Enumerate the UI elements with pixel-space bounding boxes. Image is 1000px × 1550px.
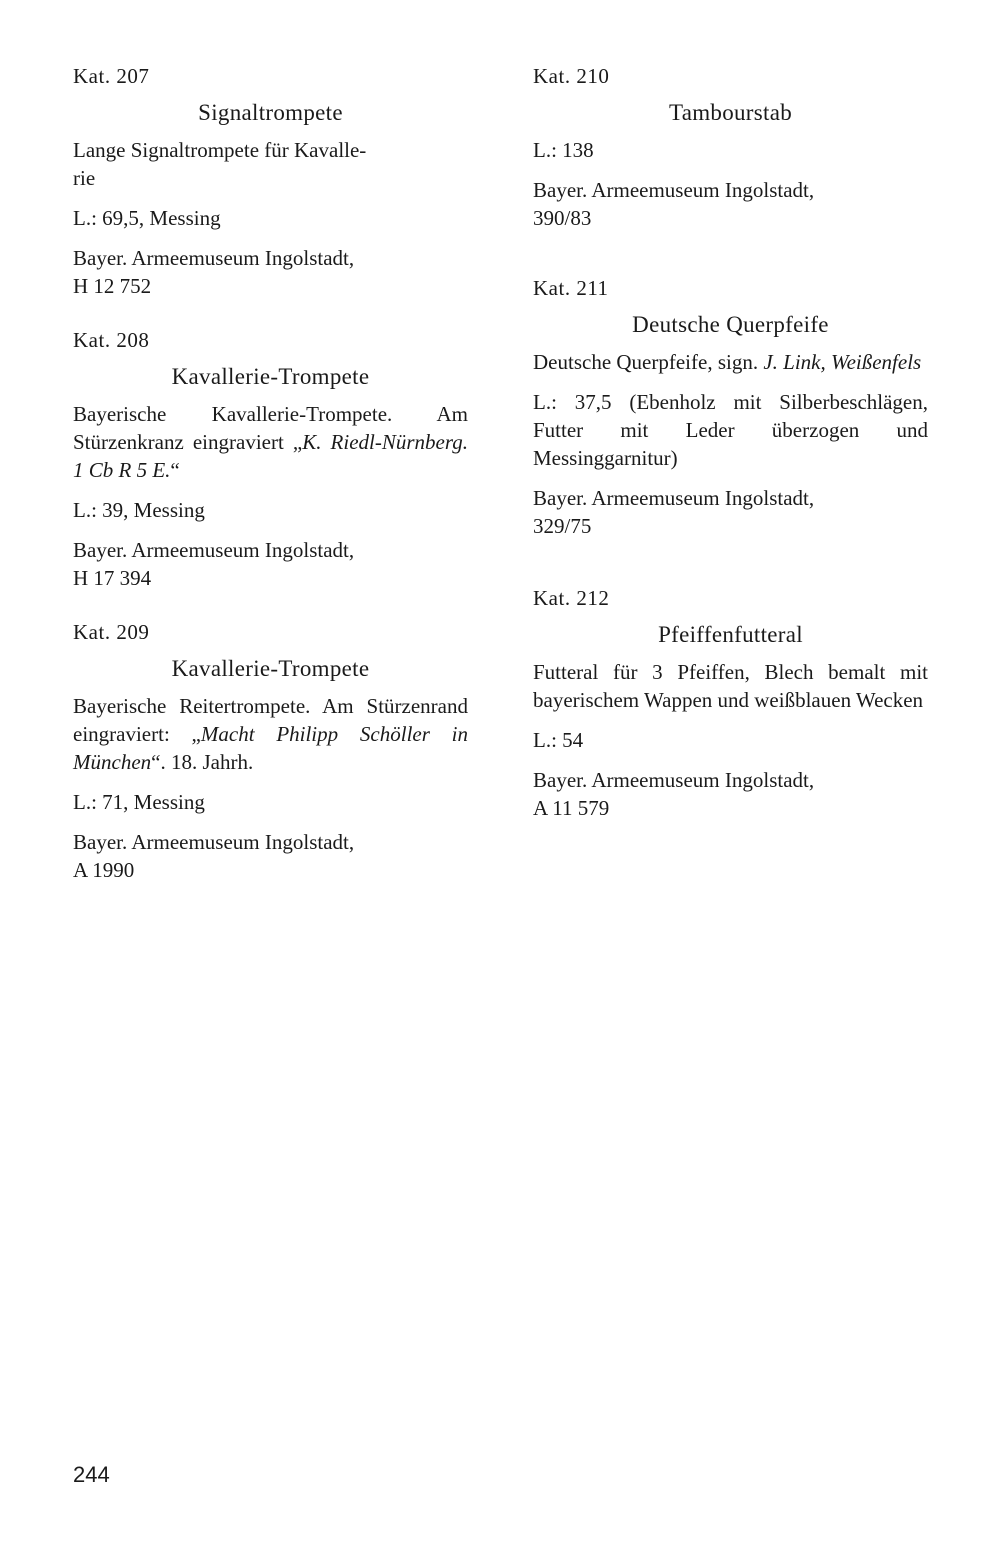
entry-description: Bayerische Reitertrompete. Am Stürzenrand eingraviert: „Macht Philipp Schöller in München“. 18. Jahrh. [73, 694, 469, 774]
catalog-number: Kat. 212 [533, 586, 610, 610]
entry-measurement: L.: 138 [533, 138, 594, 162]
entry-title: Kavallerie-Trompete [171, 656, 370, 681]
catalog-number: Kat. 208 [73, 328, 150, 352]
left-column [73, 62, 468, 910]
catalog-number: Kat. 211 [533, 276, 609, 300]
entry-measurement: L.: 69,5, Messing [73, 206, 221, 230]
entry-title: Pfeiffenfutteral [658, 622, 803, 647]
entry-description: Lange Signaltrompete für Kavalle- rie [73, 138, 367, 190]
right-column [533, 62, 928, 848]
entry-title: Signaltrompete [198, 100, 343, 125]
entry-title: Tambourstab [668, 100, 793, 125]
page-number: 244 [73, 1462, 110, 1487]
entry-museum: Bayer. Armeemuseum Ingolstadt, A 11 579 [533, 768, 815, 820]
catalog-entry-211 [533, 274, 928, 540]
entry-description: Deutsche Querpfeife, sign. J. Link, Weißenfels [533, 350, 922, 374]
catalog-number: Kat. 209 [73, 620, 150, 644]
catalog-entry-212 [533, 584, 928, 822]
entry-measurement: L.: 71, Messing [73, 790, 205, 814]
catalog-number: Kat. 210 [533, 64, 610, 88]
entry-museum: Bayer. Armeemuseum Ingolstadt, 390/83 [533, 178, 815, 230]
catalog-entry-210 [533, 62, 928, 232]
entry-measurement: L.: 37,5 (Ebenholz mit Silberbeschlägen, Futter mit Leder überzogen und Messinggarnitur) [533, 390, 928, 470]
catalog-number: Kat. 207 [73, 64, 150, 88]
entry-measurement: L.: 54 [533, 728, 584, 752]
entry-description: Bayerische Kavallerie-Trompete. Am Stürzenkranz eingraviert „K. Riedl-Nürnberg. 1 Cb R 5 E.“ [73, 402, 468, 482]
entry-museum: Bayer. Armeemuseum Ingolstadt, 329/75 [533, 486, 815, 538]
entry-description: Futteral für 3 Pfeiffen, Blech bemalt mit bayerischem Wappen und weißblauen Wecken [533, 660, 928, 712]
entry-museum: Bayer. Armeemuseum Ingolstadt, A 1990 [73, 830, 355, 882]
entry-museum: Bayer. Armeemuseum Ingolstadt, H 17 394 [73, 538, 355, 590]
entry-measurement: L.: 39, Messing [73, 498, 205, 522]
catalog-entry-207 [73, 62, 468, 300]
entry-museum: Bayer. Armeemuseum Ingolstadt, H 12 752 [73, 246, 355, 298]
entry-title: Deutsche Querpfeife [632, 312, 829, 337]
entry-title: Kavallerie-Trompete [171, 364, 370, 389]
catalog-entry-209 [73, 618, 468, 884]
catalog-entry-208 [73, 326, 468, 592]
